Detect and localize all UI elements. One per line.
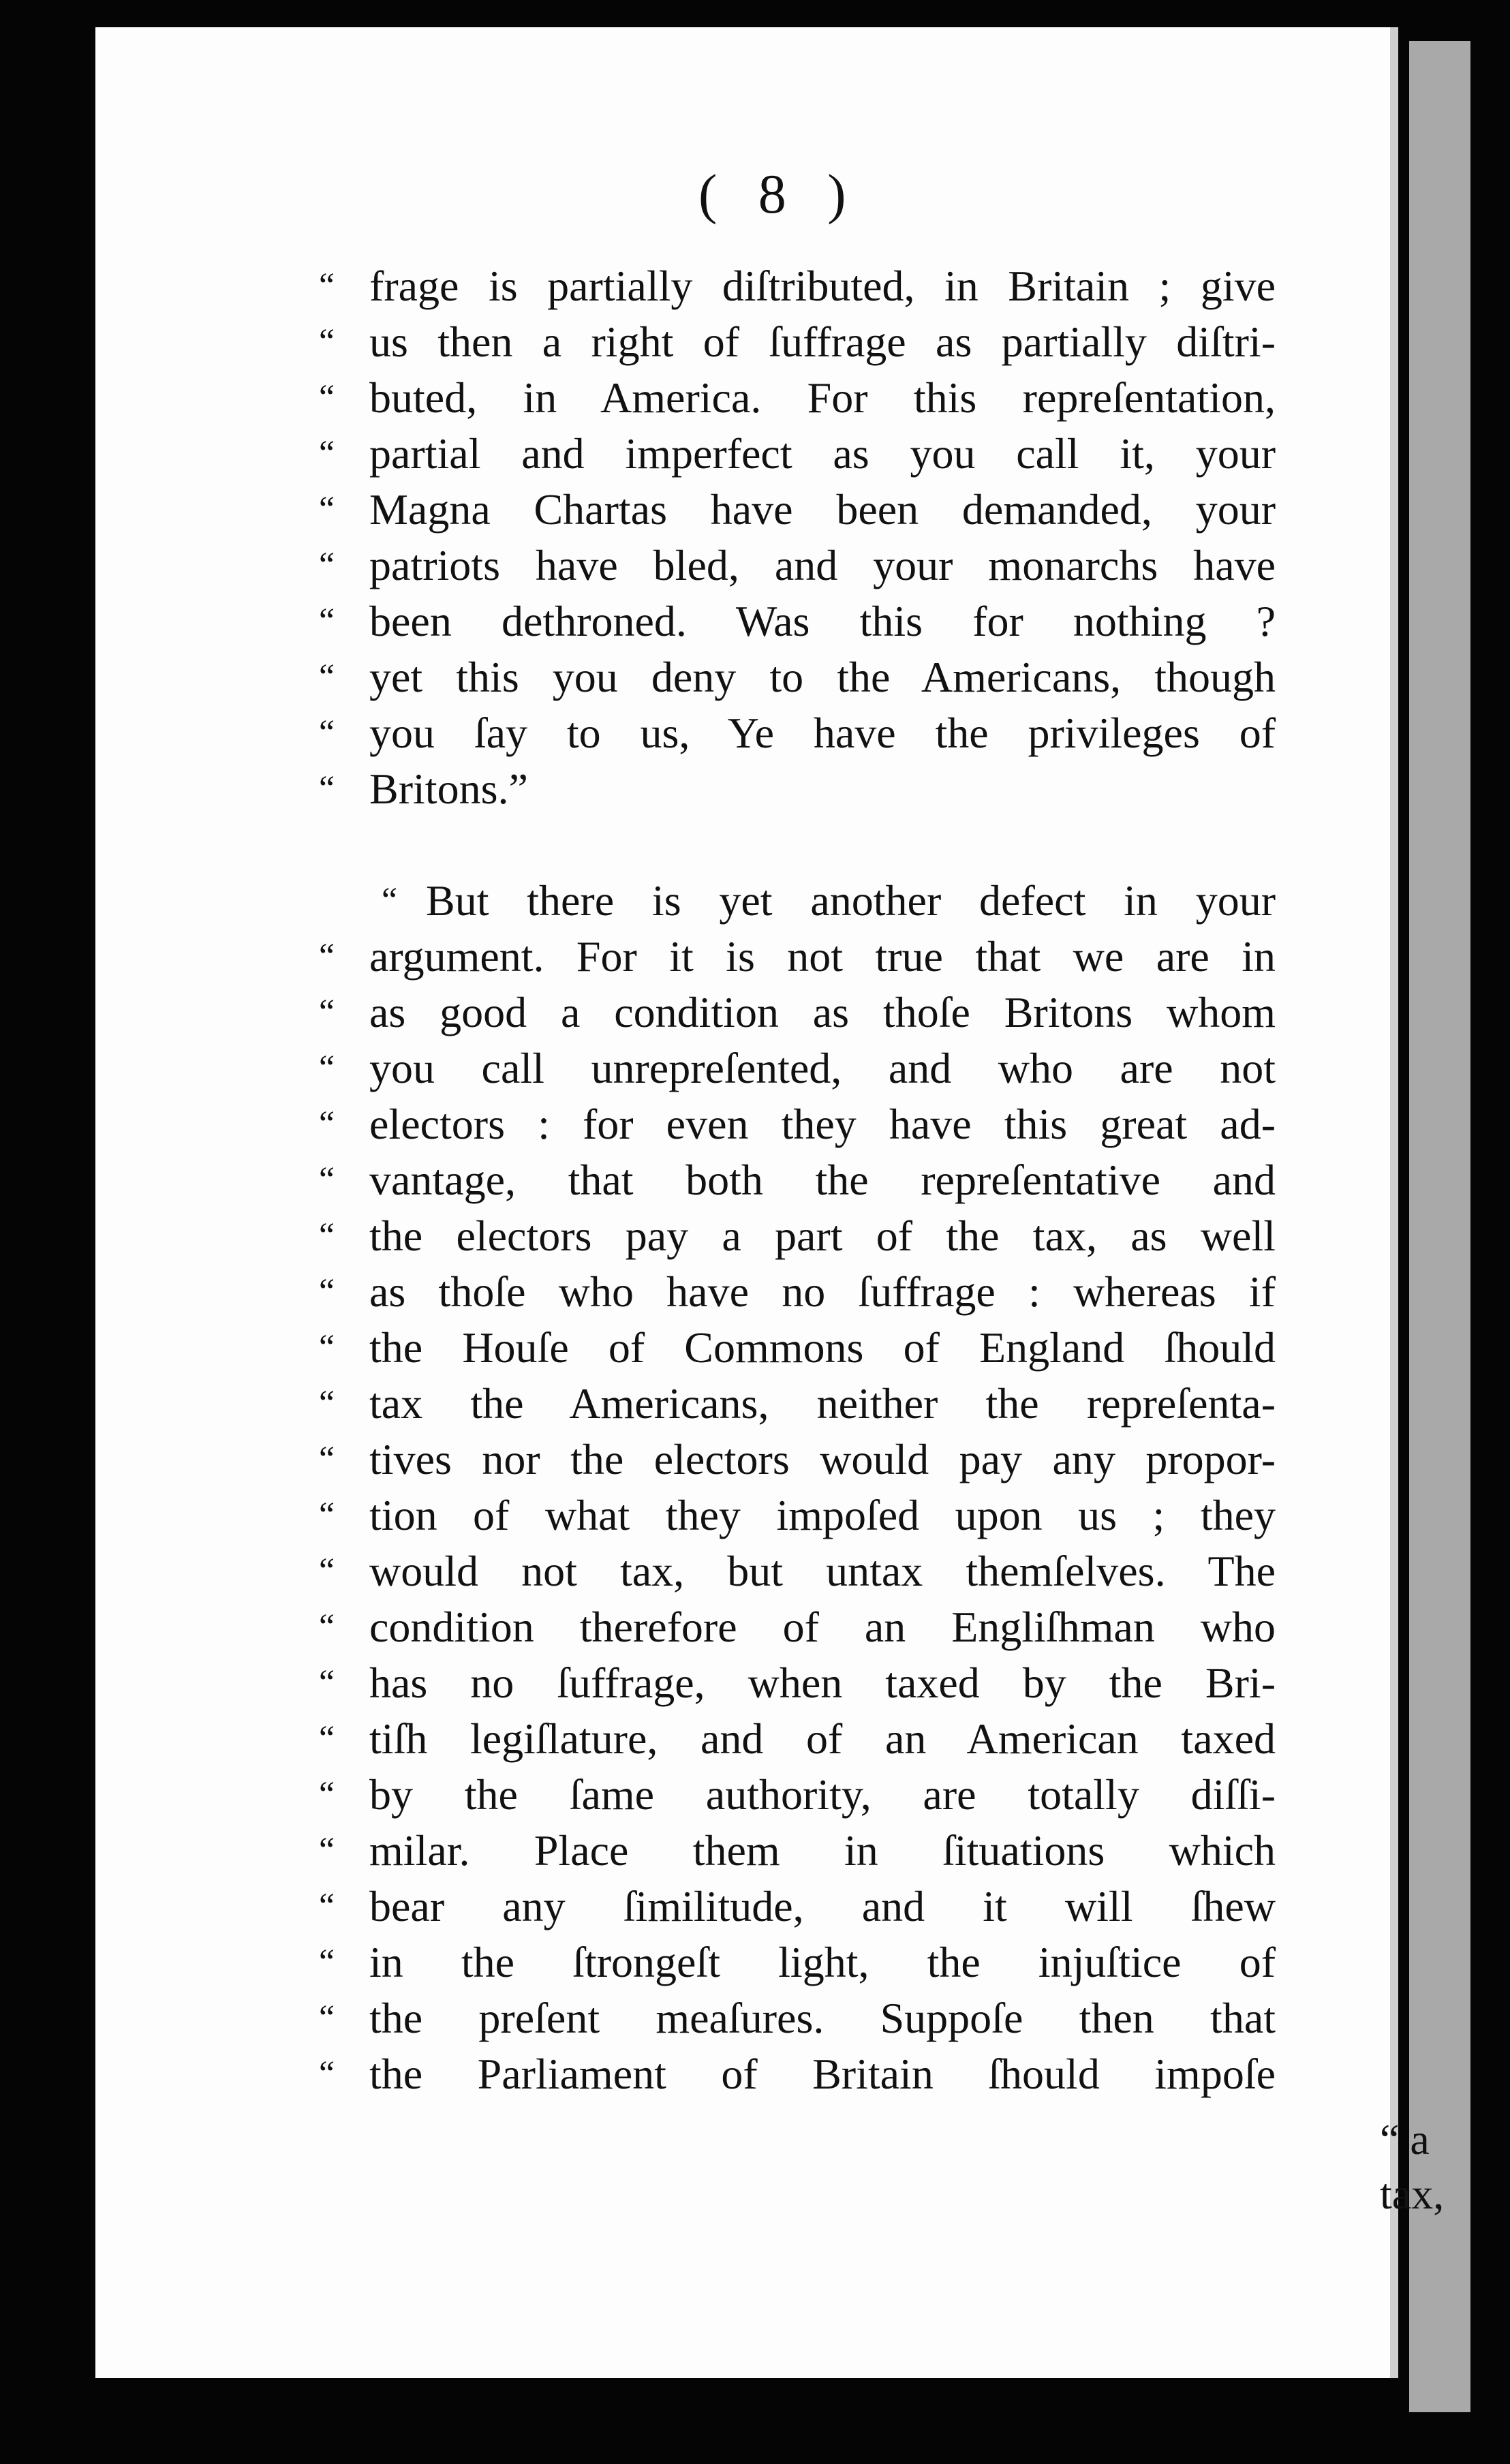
quotation-mark: “ — [319, 266, 335, 305]
page-gutter — [1390, 27, 1398, 2378]
catchword: “ a tax, — [1380, 2115, 1445, 2218]
quotation-mark: “ — [319, 434, 335, 473]
quotation-mark: “ — [382, 881, 398, 920]
page-number: ( 8 ) — [698, 163, 860, 225]
quotation-mark: “ — [319, 1719, 335, 1758]
quotation-mark: “ — [319, 769, 335, 808]
quotation-mark: “ — [319, 713, 335, 752]
quotation-mark: “ — [319, 1496, 335, 1535]
quotation-mark: “ — [319, 1887, 335, 1926]
quotation-mark: “ — [319, 1160, 335, 1199]
quotation-mark: “ — [319, 1775, 335, 1814]
quotation-mark: “ — [319, 378, 335, 417]
quotation-mark: “ — [319, 1272, 335, 1311]
quotation-mark: “ — [319, 602, 335, 641]
scanned-page-image: ( 8 ) “ frage is partially diſtributed, in Britain ; give “ us then a right of ſuffrage as partially diſtri- “ buted, in America. For this repreſentation, “ partial and imperfect as you call it, your “ Magna Chartas have been demanded, your “ patriots have bled, and your monarchs have “ been dethroned. Was this for nothing ? “ yet this you deny to the Americans, though “ you ſay to us, Ye have the privileges of “ Britons.” “ But there is yet another defect in your “ argument. For it is not true that we are in “ as good a condition as thoſe Britons whom “ you call unrepreſented, and who are not “ electors : for even they have this great ad- “ vantage, that both the repreſentative and “ the electors pay a part of the tax, as well “ as thoſe who have no ſuffrage : whereas if “ the Houſe of Commons of England ſhould “ tax the Americans, neither the repreſenta- “ tives nor the electors would pay any propor- “ tion of what they impoſed upon us ; they “ would not tax, but untax themſelves. The “ condition therefore of an Engliſhman who “ has no ſuffrage, when taxed by the Bri- “ tiſh legiſlature, and of an American taxed “ by the ſame authority, are totally diſſi- “ milar. Place them in ſituations which “ bear any ſimilitude, and it will ſhew “ in the ſtrongeſt light, the injuſtice of “ the preſent meaſures. Suppoſe then that “ the Parliament of Britain ſhould impoſe “ a tax, — [0, 0, 1510, 2464]
quotation-mark: “ — [319, 1663, 335, 1702]
quotation-mark: “ — [319, 1831, 335, 1870]
quotation-mark: “ — [319, 658, 335, 696]
quotation-mark: “ — [319, 2054, 335, 2093]
quotation-mark: “ — [319, 1216, 335, 1255]
quotation-mark: “ — [319, 546, 335, 585]
adjacent-page-edge — [1409, 41, 1470, 2412]
quotation-mark: “ — [319, 1328, 335, 1367]
quotation-mark: “ — [319, 1552, 335, 1590]
quotation-mark: “ — [319, 993, 335, 1032]
quotation-mark: “ — [319, 1105, 335, 1143]
quotation-mark: “ — [319, 937, 335, 976]
quotation-mark: “ — [319, 1607, 335, 1646]
quotation-mark: “ — [319, 322, 335, 361]
quotation-mark: “ — [319, 1440, 335, 1479]
quotation-mark: “ — [319, 490, 335, 529]
quotation-mark: “ — [319, 1049, 335, 1088]
quotation-mark: “ — [319, 1999, 335, 2037]
quotation-mark: “ — [319, 1384, 335, 1423]
quotation-mark: “ — [319, 1943, 335, 1982]
